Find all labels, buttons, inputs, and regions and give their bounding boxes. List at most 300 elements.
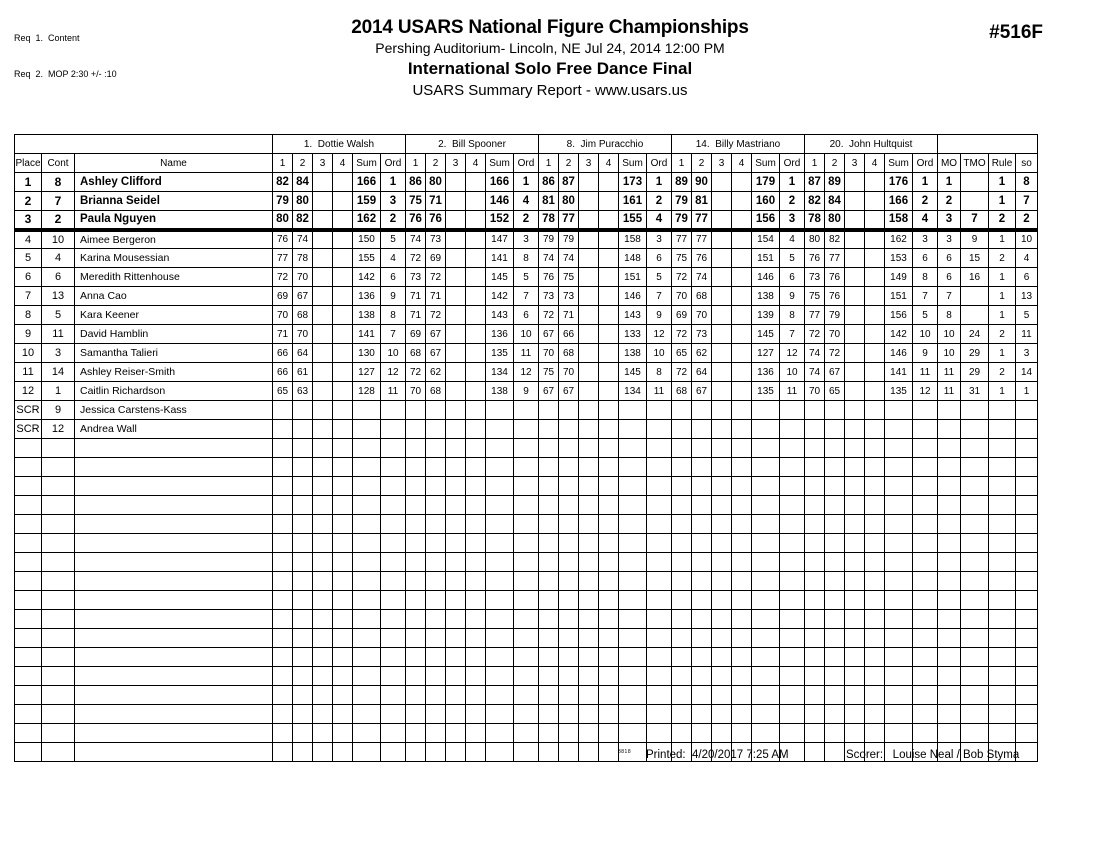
cell-empty (293, 591, 313, 610)
cell-judge5-score-2: 77 (825, 249, 845, 268)
cell-judge3-sum: 173 (619, 173, 647, 192)
cell-empty (446, 477, 466, 496)
cell-empty (446, 686, 466, 705)
cell-judge3-score-1: 76 (539, 268, 559, 287)
cell-empty (559, 458, 579, 477)
cell-empty (938, 515, 961, 534)
cell-empty (647, 439, 672, 458)
cell-name: Aimee Bergeron (75, 230, 273, 249)
cell-empty (579, 553, 599, 572)
cell-empty (446, 553, 466, 572)
cell-empty (42, 515, 75, 534)
cell-empty (426, 686, 446, 705)
table-row (15, 325, 1038, 344)
cell-judge2-score-2: 71 (426, 192, 446, 211)
footer-code: 3818 (618, 749, 632, 755)
cell-empty (426, 572, 446, 591)
event-title: International Solo Free Dance Final (407, 59, 693, 78)
header-so: so (1016, 154, 1038, 173)
cell-empty (313, 534, 333, 553)
cell-name: Karina Mousessian (75, 249, 273, 268)
header-judge5-score-2: 2 (825, 154, 845, 173)
header-judge4-score-1: 1 (672, 154, 692, 173)
cell-judge5-score-2: 89 (825, 173, 845, 192)
cell-judge2-ord: 6 (514, 306, 539, 325)
cell-empty (406, 610, 426, 629)
cell-empty (780, 686, 805, 705)
cell-judge3-score-3 (579, 230, 599, 249)
cell-judge4-score-2 (692, 420, 712, 439)
cell-judge1-score-1: 77 (273, 249, 293, 268)
cell-judge1-score-2 (293, 420, 313, 439)
cell-judge4-ord (780, 420, 805, 439)
cell-empty (692, 515, 712, 534)
cell-judge3-score-2: 67 (559, 382, 579, 401)
event-id-badge: #516F (989, 22, 1043, 43)
cell-empty (961, 705, 989, 724)
cell-empty (885, 534, 913, 553)
cell-empty (75, 667, 273, 686)
cell-judge4-sum: 139 (752, 306, 780, 325)
cell-judge2-sum: 135 (486, 344, 514, 363)
cell-judge3-ord: 4 (647, 211, 672, 230)
cell-empty (466, 743, 486, 762)
cell-judge2-ord: 11 (514, 344, 539, 363)
cell-tmo: 29 (961, 363, 989, 382)
cell-empty (559, 572, 579, 591)
cell-judge5-score-4 (865, 363, 885, 382)
cell-empty (313, 629, 333, 648)
cell-judge1-ord: 11 (381, 382, 406, 401)
cell-judge5-ord: 12 (913, 382, 938, 401)
cell-empty (865, 553, 885, 572)
cell-rule (989, 420, 1016, 439)
cell-empty (313, 724, 333, 743)
cell-empty (406, 534, 426, 553)
cell-judge1-score-2: 84 (293, 173, 313, 192)
cell-empty (885, 648, 913, 667)
cell-judge1-score-3 (313, 306, 333, 325)
cell-empty (353, 439, 381, 458)
cell-empty (539, 724, 559, 743)
cell-judge2-ord: 12 (514, 363, 539, 382)
cell-empty (845, 477, 865, 496)
cell-judge3-score-2 (559, 420, 579, 439)
cell-empty (599, 667, 619, 686)
cell-empty (989, 534, 1016, 553)
cell-judge5-score-3 (845, 306, 865, 325)
cell-empty (647, 572, 672, 591)
cell-empty (938, 629, 961, 648)
judge-group-2 (406, 135, 539, 154)
cell-empty (752, 553, 780, 572)
cell-empty (539, 591, 559, 610)
cell-judge2-score-2: 80 (426, 173, 446, 192)
cell-empty (712, 724, 732, 743)
cell-judge2-score-2: 67 (426, 325, 446, 344)
cell-empty (406, 496, 426, 515)
cell-judge2-score-1: 69 (406, 325, 426, 344)
cell-judge4-sum: 154 (752, 230, 780, 249)
cell-judge4-score-4 (732, 287, 752, 306)
header-tmo: TMO (961, 154, 989, 173)
cell-empty (692, 667, 712, 686)
cell-empty (15, 439, 42, 458)
cell-judge5-score-1: 72 (805, 325, 825, 344)
cell-empty (732, 439, 752, 458)
judge-number: 1. (303, 138, 313, 150)
cell-empty (1016, 591, 1038, 610)
cell-judge2-score-2 (426, 401, 446, 420)
cell-empty (466, 496, 486, 515)
cell-empty (913, 724, 938, 743)
cell-mo: 11 (938, 363, 961, 382)
cell-empty (333, 534, 353, 553)
cell-empty (780, 705, 805, 724)
cell-judge3-score-4 (599, 287, 619, 306)
cell-judge2-score-2: 69 (426, 249, 446, 268)
cell-judge3-score-4 (599, 306, 619, 325)
cell-empty (752, 648, 780, 667)
cell-empty (466, 724, 486, 743)
cell-so: 8 (1016, 173, 1038, 192)
cell-judge3-score-4 (599, 401, 619, 420)
cell-judge4-score-4 (732, 401, 752, 420)
cell-judge1-score-2: 82 (293, 211, 313, 230)
cell-empty (599, 686, 619, 705)
cell-judge2-score-3 (446, 268, 466, 287)
cell-empty (780, 439, 805, 458)
cell-empty (692, 572, 712, 591)
cell-judge4-score-4 (732, 325, 752, 344)
cell-judge4-score-4 (732, 192, 752, 211)
cell-judge5-score-1: 77 (805, 306, 825, 325)
cell-empty (579, 724, 599, 743)
cell-empty (647, 629, 672, 648)
cell-empty (539, 686, 559, 705)
cell-empty (752, 686, 780, 705)
cell-judge2-ord: 1 (514, 173, 539, 192)
cell-judge4-score-2: 74 (692, 268, 712, 287)
cell-empty (466, 553, 486, 572)
cell-empty (599, 629, 619, 648)
cell-empty (15, 667, 42, 686)
cell-empty (938, 439, 961, 458)
cell-empty (293, 477, 313, 496)
cell-judge3-ord: 6 (647, 249, 672, 268)
cell-empty (825, 648, 845, 667)
cell-judge3-score-4 (599, 192, 619, 211)
cell-judge4-ord: 2 (780, 192, 805, 211)
cell-empty (865, 515, 885, 534)
cell-judge2-score-1 (406, 401, 426, 420)
cell-judge3-sum: 134 (619, 382, 647, 401)
cell-empty (732, 477, 752, 496)
cell-place: 10 (15, 344, 42, 363)
cell-judge5-score-4 (865, 268, 885, 287)
cell-judge3-sum (619, 420, 647, 439)
cell-judge3-score-3 (579, 363, 599, 382)
cell-empty (466, 477, 486, 496)
cell-so: 4 (1016, 249, 1038, 268)
cell-judge3-score-2 (559, 401, 579, 420)
cell-judge5-sum: 151 (885, 287, 913, 306)
cell-empty (961, 496, 989, 515)
cell-cont: 5 (42, 306, 75, 325)
cell-judge3-score-1: 70 (539, 344, 559, 363)
cell-judge5-score-4 (865, 192, 885, 211)
cell-empty (938, 496, 961, 515)
cell-empty (825, 610, 845, 629)
cell-empty (486, 439, 514, 458)
cell-judge4-score-1: 77 (672, 230, 692, 249)
cell-judge1-score-1: 66 (273, 363, 293, 382)
cell-judge4-score-3 (712, 363, 732, 382)
cell-judge1-score-4 (333, 249, 353, 268)
table-body (15, 173, 1038, 762)
cell-judge3-score-3 (579, 192, 599, 211)
cell-judge4-sum (752, 401, 780, 420)
cell-place: 1 (15, 173, 42, 192)
cell-judge3-score-4 (599, 363, 619, 382)
cell-empty (466, 515, 486, 534)
judge-group-1 (273, 135, 406, 154)
cell-empty (539, 439, 559, 458)
cell-judge1-score-1: 79 (273, 192, 293, 211)
cell-empty (913, 496, 938, 515)
report-subtitle: USARS Summary Report - www.usars.us (412, 82, 688, 99)
cell-judge2-score-3 (446, 249, 466, 268)
table-row-empty (15, 610, 1038, 629)
cell-judge5-score-3 (845, 230, 865, 249)
cell-judge1-score-1: 66 (273, 344, 293, 363)
cell-judge2-score-2: 62 (426, 363, 446, 382)
cell-judge5-score-3 (845, 211, 865, 230)
cell-judge2-score-2: 76 (426, 211, 446, 230)
cell-empty (913, 705, 938, 724)
header-judge3-sum: Sum (619, 154, 647, 173)
cell-tmo (961, 173, 989, 192)
cell-empty (15, 648, 42, 667)
cell-so: 13 (1016, 287, 1038, 306)
cell-judge5-sum: 149 (885, 268, 913, 287)
cell-empty (1016, 686, 1038, 705)
cell-empty (913, 629, 938, 648)
cell-empty (333, 496, 353, 515)
cell-empty (885, 439, 913, 458)
cell-judge5-score-2 (825, 420, 845, 439)
cell-mo (938, 420, 961, 439)
cell-judge4-sum: 156 (752, 211, 780, 230)
cell-empty (938, 648, 961, 667)
cell-judge4-ord: 10 (780, 363, 805, 382)
cell-empty (579, 610, 599, 629)
cell-empty (845, 686, 865, 705)
cell-judge2-score-2: 68 (426, 382, 446, 401)
cell-judge3-ord: 8 (647, 363, 672, 382)
cell-empty (752, 477, 780, 496)
cell-name: Caitlin Richardson (75, 382, 273, 401)
cell-empty (514, 724, 539, 743)
cell-empty (15, 686, 42, 705)
cell-empty (619, 629, 647, 648)
cell-empty (913, 648, 938, 667)
cell-judge5-sum: 153 (885, 249, 913, 268)
header-judge4-sum: Sum (752, 154, 780, 173)
cell-judge5-score-3 (845, 192, 865, 211)
cell-tmo (961, 192, 989, 211)
cell-judge2-ord: 2 (514, 211, 539, 230)
cell-judge3-score-4 (599, 249, 619, 268)
cell-empty (466, 705, 486, 724)
cell-empty (406, 458, 426, 477)
cell-empty (989, 667, 1016, 686)
cell-empty (961, 553, 989, 572)
cell-empty (599, 458, 619, 477)
cell-judge1-score-4 (333, 230, 353, 249)
cell-judge5-ord: 11 (913, 363, 938, 382)
cell-empty (712, 591, 732, 610)
cell-judge2-score-2: 72 (426, 306, 446, 325)
cell-judge5-score-2 (825, 401, 845, 420)
cell-empty (732, 515, 752, 534)
cell-empty (273, 572, 293, 591)
cell-empty (333, 667, 353, 686)
cell-judge1-score-4 (333, 401, 353, 420)
cell-empty (426, 629, 446, 648)
cell-empty (293, 743, 313, 762)
printed-stamp (646, 749, 789, 761)
cell-empty (989, 705, 1016, 724)
cell-empty (559, 534, 579, 553)
cell-empty (825, 439, 845, 458)
cell-empty (692, 686, 712, 705)
cell-judge3-ord (647, 420, 672, 439)
cell-empty (672, 591, 692, 610)
cell-empty (75, 629, 273, 648)
cell-judge1-score-3 (313, 192, 333, 211)
cell-empty (1016, 629, 1038, 648)
cell-empty (825, 572, 845, 591)
cell-cont: 2 (42, 211, 75, 230)
cell-judge1-score-3 (313, 420, 333, 439)
cell-empty (15, 477, 42, 496)
cell-place: 9 (15, 325, 42, 344)
cell-empty (446, 439, 466, 458)
cell-judge2-score-2: 73 (426, 230, 446, 249)
cell-judge5-score-4 (865, 401, 885, 420)
cell-empty (865, 439, 885, 458)
cell-empty (885, 724, 913, 743)
cell-empty (780, 515, 805, 534)
cell-empty (805, 477, 825, 496)
cell-judge3-sum: 148 (619, 249, 647, 268)
cell-empty (313, 458, 333, 477)
cell-empty (426, 515, 446, 534)
cell-tmo: 29 (961, 344, 989, 363)
cell-judge3-score-3 (579, 211, 599, 230)
cell-empty (619, 591, 647, 610)
cell-empty (865, 629, 885, 648)
cell-place: 2 (15, 192, 42, 211)
cell-judge2-ord: 5 (514, 268, 539, 287)
cell-empty (780, 496, 805, 515)
cell-empty (989, 629, 1016, 648)
cell-name: Andrea Wall (75, 420, 273, 439)
cell-judge1-ord: 4 (381, 249, 406, 268)
cell-empty (42, 439, 75, 458)
cell-empty (293, 572, 313, 591)
cell-empty (865, 610, 885, 629)
table-row (15, 211, 1038, 230)
cell-empty (381, 610, 406, 629)
cell-judge1-sum: 128 (353, 382, 381, 401)
cell-empty (446, 591, 466, 610)
cell-empty (381, 686, 406, 705)
cell-empty (1016, 534, 1038, 553)
cell-empty (466, 610, 486, 629)
cell-empty (825, 686, 845, 705)
cell-judge1-ord (381, 401, 406, 420)
cell-judge4-sum: 135 (752, 382, 780, 401)
cell-empty (805, 458, 825, 477)
judge-group-4 (672, 135, 805, 154)
cell-place: 11 (15, 363, 42, 382)
header-judge4-score-4: 4 (732, 154, 752, 173)
cell-place: 8 (15, 306, 42, 325)
cell-judge2-score-1 (406, 420, 426, 439)
cell-empty (333, 458, 353, 477)
cell-mo: 6 (938, 249, 961, 268)
cell-mo: 11 (938, 382, 961, 401)
cell-judge1-score-3 (313, 268, 333, 287)
cell-empty (579, 458, 599, 477)
cell-empty (353, 477, 381, 496)
cell-judge5-ord: 10 (913, 325, 938, 344)
cell-empty (293, 534, 313, 553)
cell-empty (15, 553, 42, 572)
cell-empty (672, 477, 692, 496)
cell-empty (752, 724, 780, 743)
cell-empty (406, 439, 426, 458)
cell-judge2-score-2: 71 (426, 287, 446, 306)
cell-judge3-score-3 (579, 382, 599, 401)
cell-empty (466, 439, 486, 458)
cell-empty (486, 686, 514, 705)
cell-empty (885, 629, 913, 648)
cell-empty (825, 477, 845, 496)
cell-judge1-ord: 10 (381, 344, 406, 363)
cell-judge1-score-3 (313, 325, 333, 344)
cell-judge4-sum: 138 (752, 287, 780, 306)
table-row-empty (15, 724, 1038, 743)
cell-judge3-score-4 (599, 382, 619, 401)
cell-judge3-score-3 (579, 306, 599, 325)
cell-judge3-score-1: 79 (539, 230, 559, 249)
cell-empty (647, 610, 672, 629)
cell-empty (805, 743, 825, 762)
cell-judge4-score-1 (672, 401, 692, 420)
cell-judge2-score-2: 67 (426, 344, 446, 363)
cell-empty (865, 534, 885, 553)
cell-empty (426, 648, 446, 667)
cell-judge5-ord: 5 (913, 306, 938, 325)
cell-empty (539, 534, 559, 553)
title-block (0, 17, 1100, 101)
cell-empty (752, 496, 780, 515)
cell-empty (514, 686, 539, 705)
cell-judge3-score-2: 73 (559, 287, 579, 306)
